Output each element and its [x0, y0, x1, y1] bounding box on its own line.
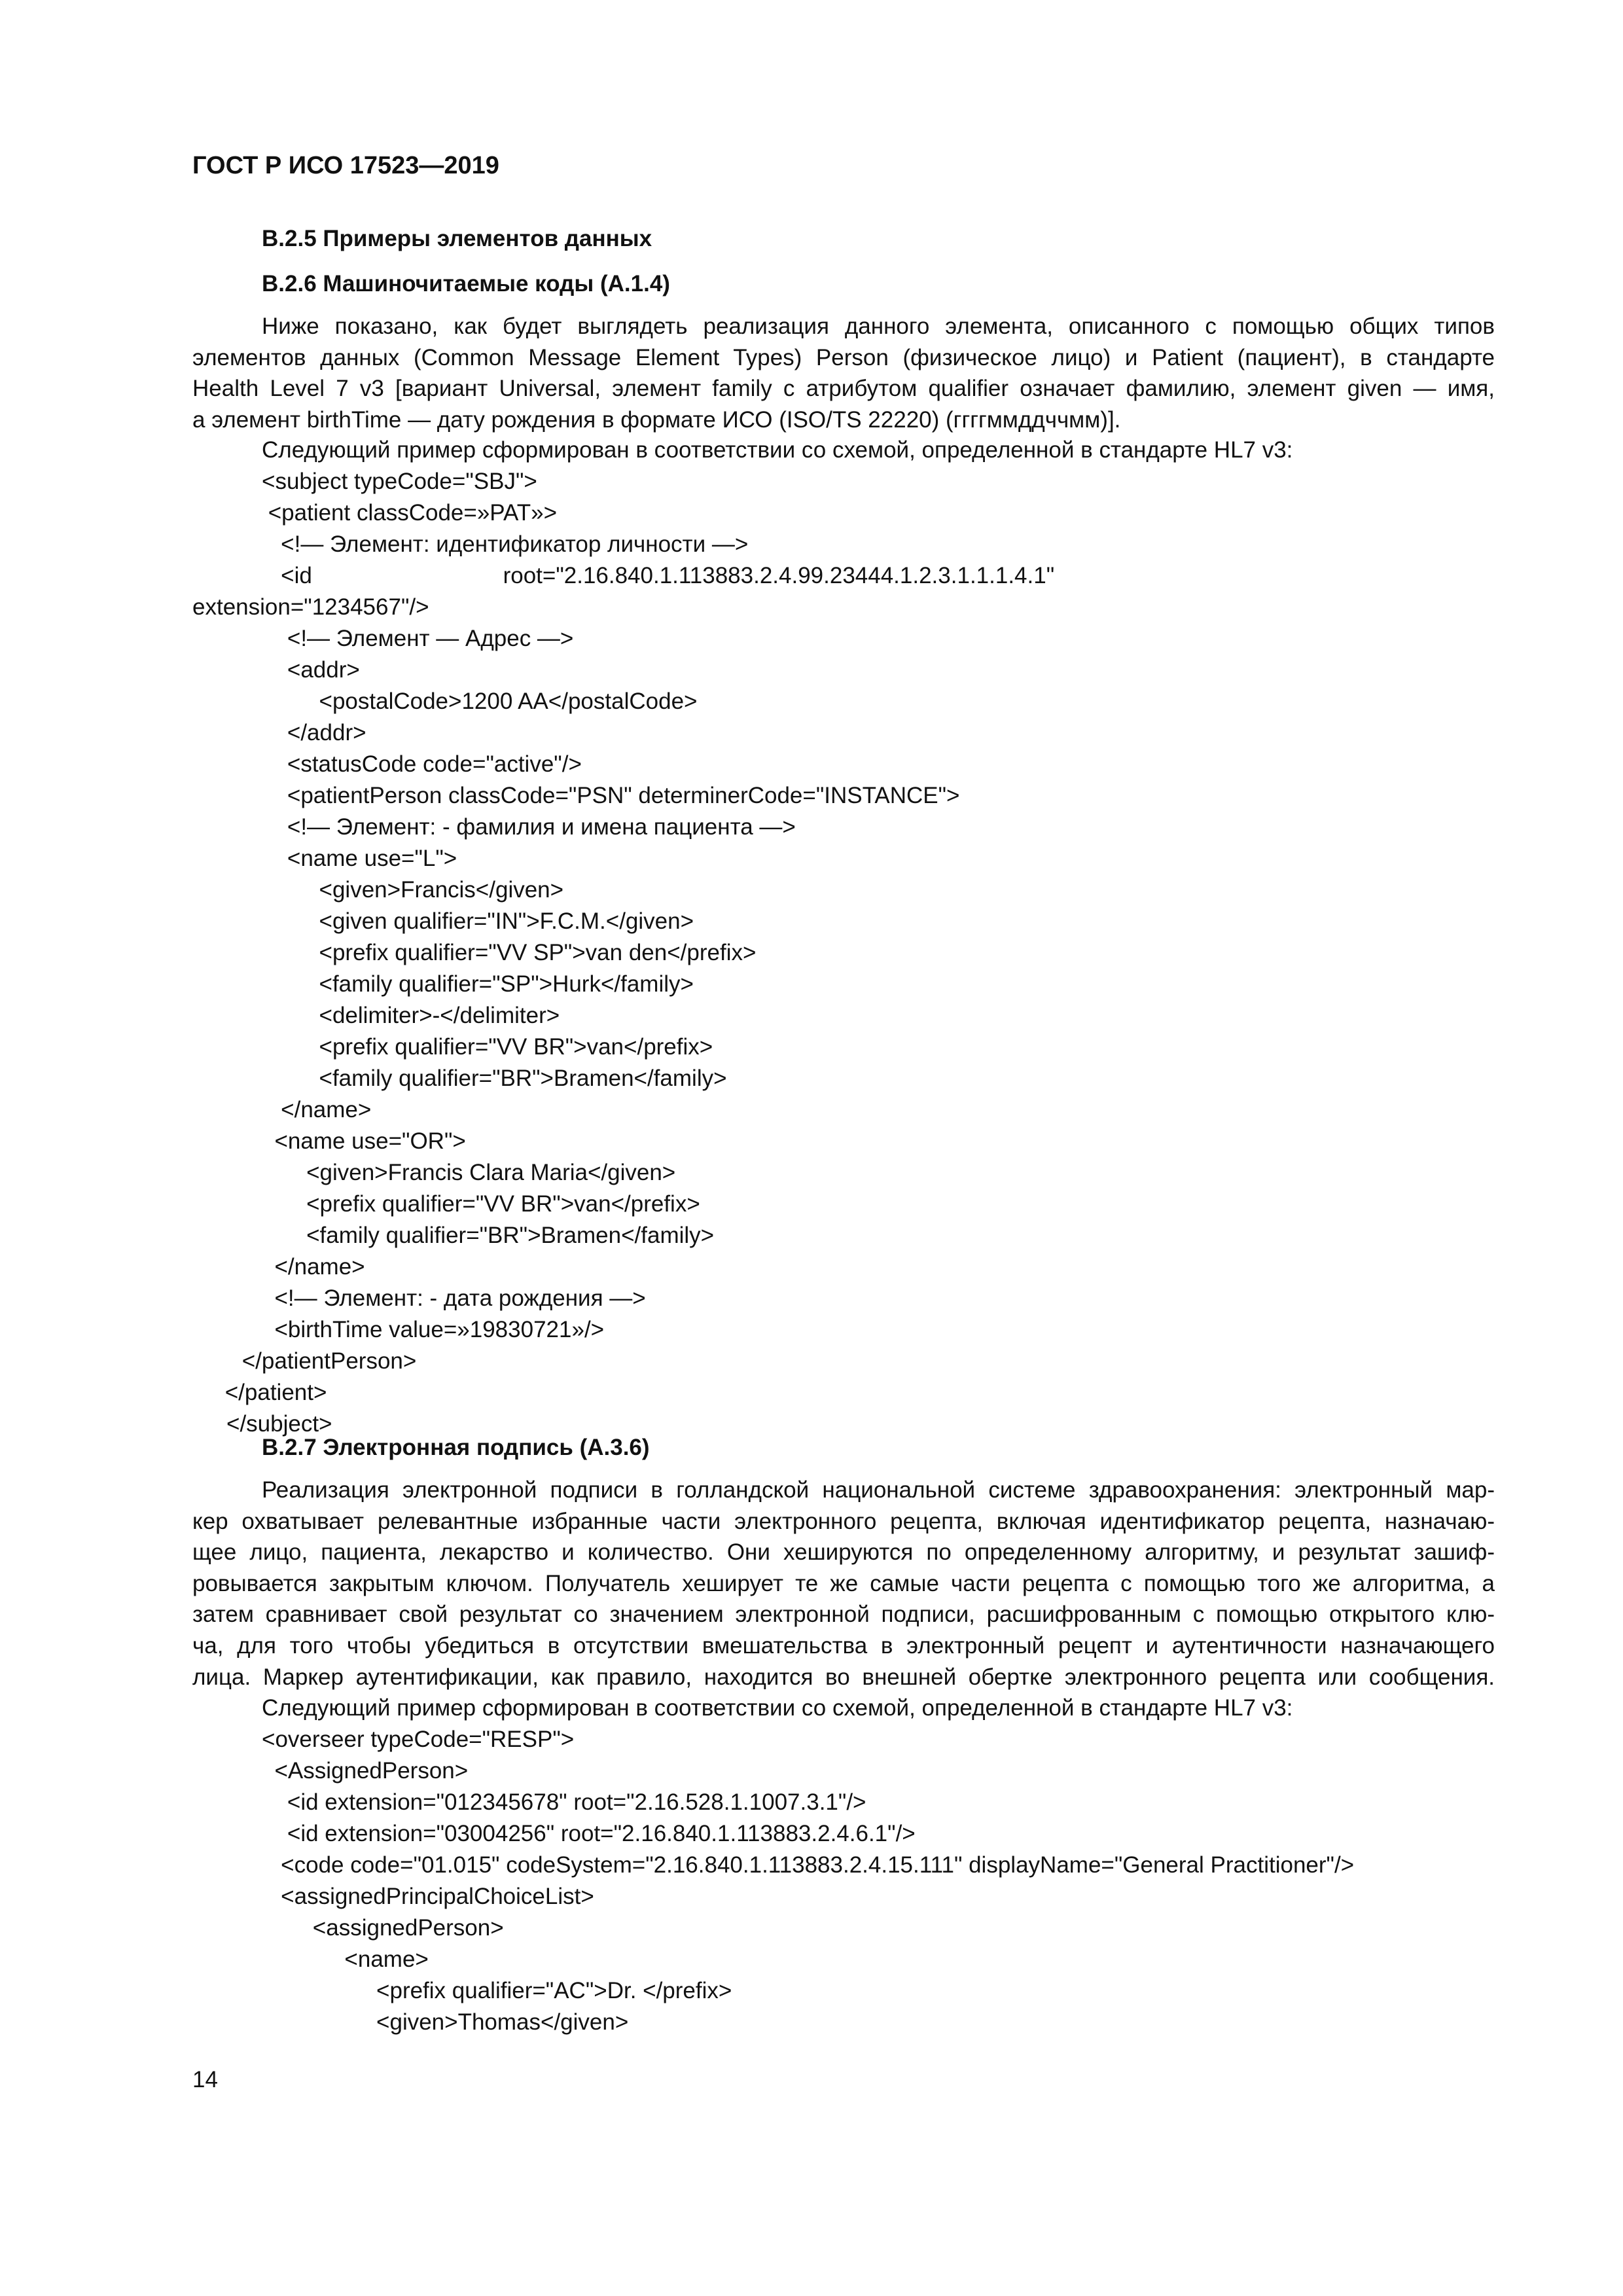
code-line: <subject typeCode="SBJ"> — [262, 469, 537, 494]
code-line: <given>Francis Clara Maria</given> — [262, 1160, 676, 1185]
code-line: <!— Элемент: - фамилия и имена пациента —> — [262, 814, 796, 840]
code-line: <name> — [262, 1946, 429, 1972]
paragraph-line: элементов данных (Common Message Element Types) Person (физическое лицо) и Patient (пациент), в стандарте — [192, 344, 1495, 370]
section-b27-paragraph — [192, 1475, 1495, 1693]
code-line: <name use="OR"> — [262, 1128, 466, 1154]
code-line: <!— Элемент — Адрес —> — [262, 626, 574, 651]
page-number: 14 — [192, 2067, 218, 2092]
paragraph-line: Реализация электронной подписи в голландской национальной системе здравоохранения: электронный мар- — [262, 1477, 1495, 1503]
code-line: <patient classCode=»PAT»> — [262, 500, 558, 526]
code-line: <id extension="012345678" root="2.16.528.1.1007.3.1"/> — [262, 1789, 866, 1815]
code-line: <overseer typeCode="RESP"> — [262, 1727, 575, 1752]
example-intro: Следующий пример сформирован в соответствии со схемой, определенной в стандарте HL7 v3: — [262, 437, 1293, 463]
code-line: </addr> — [262, 720, 366, 745]
code-line: <delimiter>-</delimiter> — [262, 1003, 560, 1028]
section-b27-heading: B.2.7 Электронная подпись (A.3.6) — [262, 1435, 650, 1460]
paragraph-line: кер охватывает релевантные избранные части электронного рецепта, включая идентификатор рецепта, назначаю- — [192, 1508, 1495, 1534]
paragraph-line: Ниже показано, как будет выглядеть реализация данного элемента, описанного с помощью общих типов — [262, 314, 1495, 339]
code-line: </patientPerson> — [236, 1348, 417, 1374]
code-line: <id root="2.16.840.1.113883.2.4.99.23444.1.2.3.1.1.1.4.1" — [262, 563, 1055, 588]
code-line: <addr> — [262, 657, 360, 683]
paragraph-line: лица. Маркер аутентификации, как правило, находится во внешней обертке электронного рецепта или сообщения. — [192, 1664, 1495, 1690]
code-line: <prefix qualifier="AC">Dr. </prefix> — [262, 1978, 732, 2003]
paragraph-line: затем сравнивает свой результат со значением электронной подписи, расшифрованным с помощью открытого клю- — [192, 1602, 1495, 1628]
code-line: <name use="L"> — [262, 846, 457, 871]
code-line: <assignedPrincipalChoiceList> — [262, 1884, 594, 1909]
section-b26-heading: B.2.6 Машиночитаемые коды (A.1.4) — [262, 271, 670, 296]
code-line: <!— Элемент: идентификатор личности —> — [262, 531, 749, 557]
code-line: <code code="01.015" codeSystem="2.16.840.1.113883.2.4.15.111" displayName="General Practitioner"/> — [262, 1852, 1355, 1878]
code-line: <prefix qualifier="VV BR">van</prefix> — [262, 1034, 713, 1060]
code-line: <family qualifier="SP">Hurk</family> — [262, 971, 694, 997]
example-intro: Следующий пример сформирован в соответствии со схемой, определенной в стандарте HL7 v3: — [262, 1695, 1293, 1721]
code-line: <given qualifier="IN">F.C.M.</given> — [262, 908, 694, 934]
code-line: <birthTime value=»19830721»/> — [262, 1317, 605, 1342]
code-line: <postalCode>1200 AA</postalCode> — [262, 689, 698, 714]
paragraph-line: ча, для того чтобы убедиться в отсутствии вмешательства в электронный рецепт и аутентичности назначающего — [192, 1632, 1495, 1659]
code-line: <family qualifier="BR">Bramen</family> — [262, 1066, 727, 1091]
paragraph-line: щее лицо, пациента, лекарство и количество. Они хешируются по определенному алгоритму, и результат зашиф- — [192, 1539, 1495, 1566]
paragraph-line: ровывается закрытым ключом. Получатель хеширует те же самые части рецепта с помощью того же алгоритма, а — [192, 1570, 1495, 1596]
code-line: <prefix qualifier="VV SP">van den</prefix> — [262, 940, 757, 965]
code-line: <patientPerson classCode="PSN" determinerCode="INSTANCE"> — [262, 783, 960, 808]
code-line: </subject> — [226, 1411, 332, 1437]
code-line: <id extension="03004256" root="2.16.840.1.113883.2.4.6.1"/> — [262, 1821, 916, 1846]
code-line: <given>Thomas</given> — [262, 2009, 629, 2035]
standard-header: ГОСТ Р ИСО 17523—2019 — [192, 152, 499, 179]
code-line: <given>Francis</given> — [262, 877, 564, 903]
code-line: <assignedPerson> — [262, 1915, 504, 1941]
code-line: <!— Элемент: - дата рождения —> — [262, 1285, 646, 1311]
code-line: <prefix qualifier="VV BR">van</prefix> — [262, 1191, 700, 1217]
code-line: extension="1234567"/> — [192, 594, 429, 620]
section-b26-paragraph — [192, 311, 1495, 435]
code-line: <AssignedPerson> — [262, 1758, 469, 1784]
section-b27-example — [192, 1693, 1354, 2038]
paragraph-line: а элемент birthTime — дату рождения в формате ИСО (ISO/TS 22220) (ггггммддччмм)]. — [192, 406, 1121, 433]
code-line: <family qualifier="BR">Bramen</family> — [262, 1223, 715, 1248]
code-line: </name> — [262, 1097, 372, 1122]
code-line: </patient> — [219, 1380, 327, 1405]
code-line: </name> — [262, 1254, 365, 1280]
section-b26-example — [192, 435, 1293, 1440]
paragraph-line: Health Level 7 v3 [вариант Universal, элемент family с атрибутом qualifier означает фамилию, элемент given — имя, — [192, 376, 1495, 402]
section-b25-heading: B.2.5 Примеры элементов данных — [262, 226, 652, 251]
code-line: <statusCode code="active"/> — [262, 751, 582, 777]
